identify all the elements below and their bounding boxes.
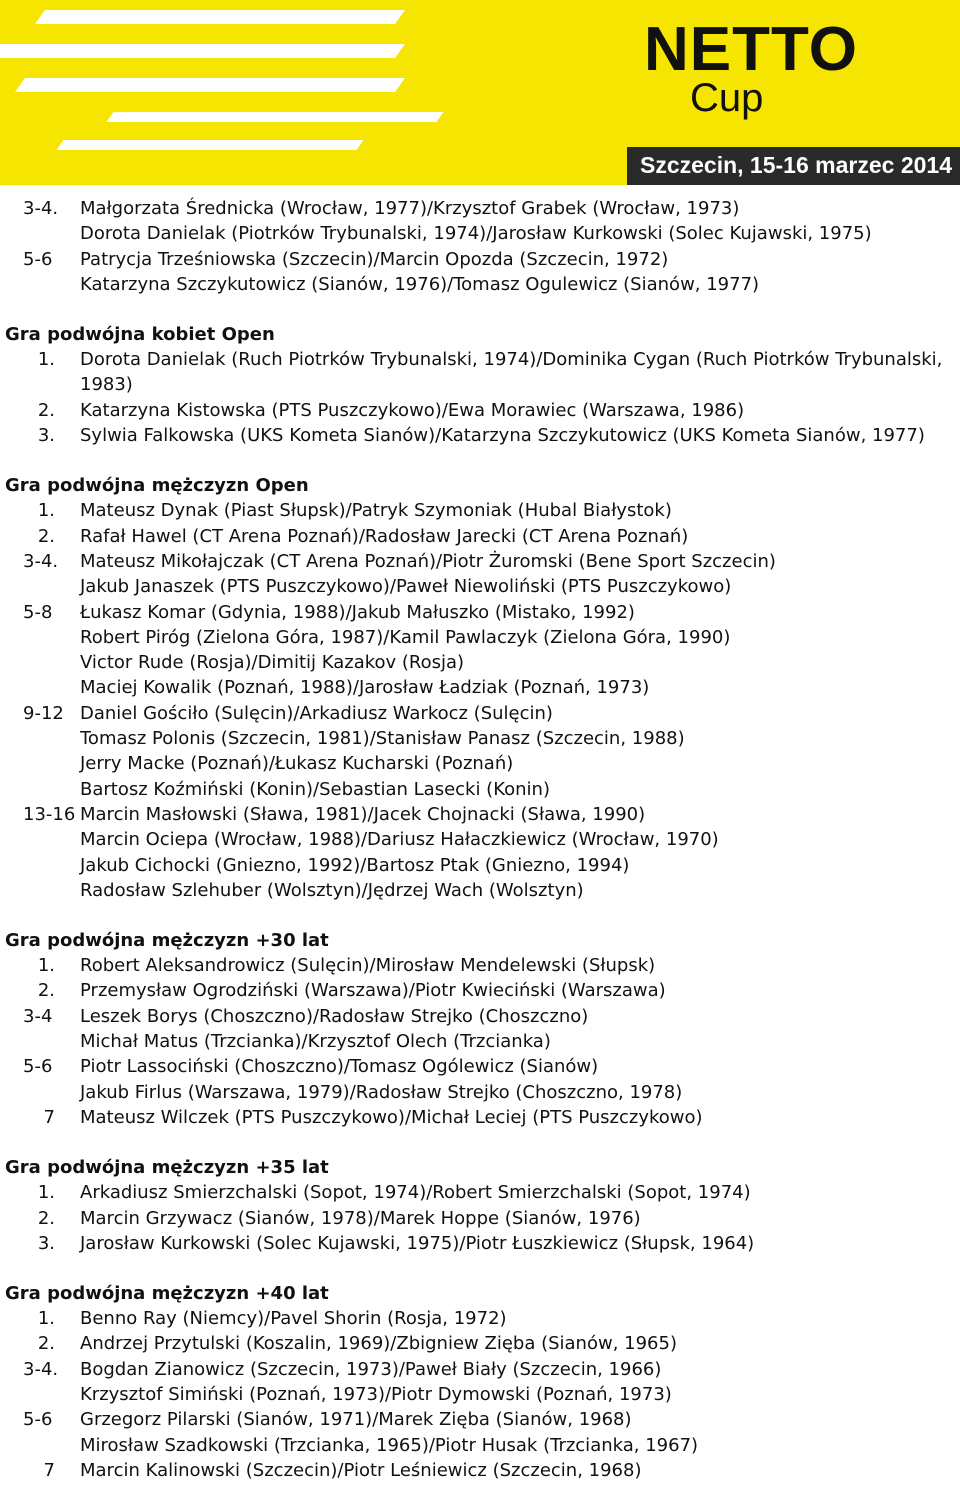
place-label: 2. [37,399,55,421]
place-label: 1. [37,955,55,977]
place-label: 3-4. [23,550,59,572]
result-row [0,1004,960,1029]
place-label [0,1433,80,1458]
pair-names: Tomasz Polonis (Szczecin, 1981)/Stanisław Panasz (Szczecin, 1988) [80,728,685,750]
result-row [0,1231,960,1256]
pair-names: Maciej Kowalik (Poznań, 1988)/Jarosław Ładziak (Poznań, 1973) [80,677,650,699]
pair-names: Krzysztof Simiński (Poznań, 1973)/Piotr Dymowski (Poznań, 1973) [80,1383,672,1405]
place-label: 1. [37,500,55,522]
result-row [0,650,960,675]
place-label: 2. [37,1207,55,1229]
pair-names: Benno Ray (Niemcy)/Pavel Shorin (Rosja, 1972) [80,1308,507,1330]
place-label [0,574,80,599]
place-label [0,726,80,751]
pair-names: Marcin Ociepa (Wrocław, 1988)/Dariusz Hałaczkiewicz (Wrocław, 1970) [80,829,719,851]
result-row [0,1331,960,1356]
logo-subtext: Cup [690,76,764,120]
place-label [0,1080,80,1105]
result-row [0,1407,960,1432]
result-row [0,524,960,549]
pair-names: Sylwia Falkowska (UKS Kometa Sianów)/Katarzyna Szczykutowicz (UKS Kometa Sianów, 1977) [80,425,925,447]
pair-names: Bartosz Koźmiński (Konin)/Sebastian Lasecki (Konin) [80,778,550,800]
place-label: 9-12 [23,702,64,724]
place-label [0,853,80,878]
banner-stripe [0,44,405,58]
result-row [0,726,960,751]
pair-names: Katarzyna Szczykutowicz (Sianów, 1976)/Tomasz Ogulewicz (Sianów, 1977) [80,273,760,295]
pair-names: Daniel Gościło (Sulęcin)/Arkadiusz Warkocz (Sulęcin) [80,702,553,724]
pair-names: Michał Matus (Trzcianka)/Krzysztof Olech (Trzcianka) [80,1031,551,1053]
result-row [0,827,960,852]
result-row [0,423,960,448]
place-label: 3. [37,1232,55,1254]
pair-names: Przemysław Ogrodziński (Warszawa)/Piotr Kwieciński (Warszawa) [80,980,666,1002]
section-heading: Gra podwójna mężczyzn +40 lat [5,1283,329,1305]
place-label: 7 [43,1459,55,1481]
result-row [0,1180,960,1205]
result-row [0,878,960,903]
pair-names: Victor Rude (Rosja)/Dimitij Kazakov (Rosja) [80,652,465,674]
pair-names: Katarzyna Kistowska (PTS Puszczykowo)/Ewa Morawiec (Warszawa, 1986) [80,399,745,421]
place-label [0,827,80,852]
result-row [0,978,960,1003]
result-row [0,1105,960,1130]
pair-names: Grzegorz Pilarski (Sianów, 1971)/Marek Zięba (Sianów, 1968) [80,1409,632,1431]
result-row [0,1306,960,1331]
place-label [0,650,80,675]
pair-names: Jakub Janaszek (PTS Puszczykowo)/Paweł Niewoliński (PTS Puszczykowo) [80,576,732,598]
result-row [0,1080,960,1105]
place-label: 1. [37,1182,55,1204]
result-row [0,1029,960,1054]
place-label: 3-4. [23,1358,59,1380]
result-row [0,853,960,878]
pair-names: Jakub Cichocki (Gniezno, 1992)/Bartosz Ptak (Gniezno, 1994) [80,854,630,876]
place-label: 1. [37,349,55,371]
result-row [0,196,960,221]
pair-names: Jerry Macke (Poznań)/Łukasz Kucharski (Poznań) [80,753,514,775]
result-row [0,398,960,423]
result-row [0,272,960,297]
pair-names: Mateusz Dynak (Piast Słupsk)/Patryk Szymoniak (Hubal Białystok) [80,500,672,522]
result-row [0,1357,960,1382]
place-label [0,675,80,700]
section-heading: Gra podwójna kobiet Open [5,324,275,346]
result-row [0,1054,960,1079]
pair-names: Mirosław Szadkowski (Trzcianka, 1965)/Piotr Husak (Trzcianka, 1967) [80,1434,699,1456]
result-row [0,751,960,776]
place-label: 1. [37,1308,55,1330]
pair-names: Patrycja Trześniowska (Szczecin)/Marcin Opozda (Szczecin, 1972) [80,248,669,270]
place-label: 2. [37,1333,55,1355]
place-label: 5-6 [23,248,53,270]
result-row [0,701,960,726]
section-heading: Gra podwójna mężczyzn Open [5,475,309,497]
place-label: 5-8 [23,601,53,623]
result-row [0,953,960,978]
pair-names: Małgorzata Średnicka (Wrocław, 1977)/Krzysztof Grabek (Wrocław, 1973) [80,198,740,219]
result-row [0,1433,960,1458]
banner-stripe [35,10,405,24]
banner-stripe [15,78,405,92]
result-row [0,347,960,398]
section-heading: Gra podwójna mężczyzn +35 lat [5,1157,329,1179]
pair-names: Mateusz Wilczek (PTS Puszczykowo)/Michał Leciej (PTS Puszczykowo) [80,1106,703,1128]
logo-text: NETTO [644,15,858,84]
results-content [0,196,960,1483]
place-label [0,1382,80,1407]
result-row [0,221,960,246]
pair-names: Dorota Danielak (Piotrków Trybunalski, 1974)/Jarosław Kurkowski (Solec Kujawski, 1975) [80,223,872,245]
pair-names: Marcin Grzywacz (Sianów, 1978)/Marek Hoppe (Sianów, 1976) [80,1207,641,1229]
result-row [0,675,960,700]
place-label: 3-4. [23,198,59,219]
pair-names: Mateusz Mikołajczak (CT Arena Poznań)/Piotr Żuromski (Bene Sport Szczecin) [80,550,776,572]
event-date: Szczecin, 15-16 marzec 2014 [640,152,952,178]
place-label: 2. [37,980,55,1002]
section-heading: Gra podwójna mężczyzn +30 lat [5,930,329,952]
place-label [0,1029,80,1054]
pair-names: Rafał Hawel (CT Arena Poznań)/Radosław Jarecki (CT Arena Poznań) [80,525,689,547]
result-row [0,625,960,650]
result-row [0,1458,960,1483]
pair-names: Dorota Danielak (Ruch Piotrków Trybunalski, 1974)/Dominika Cygan (Ruch Piotrków Trybunalski, 1983) [80,349,943,396]
result-row [0,498,960,523]
place-label: 7 [43,1106,55,1128]
header-banner [0,0,960,185]
pair-names: Robert Aleksandrowicz (Sulęcin)/Mirosław Mendelewski (Słupsk) [80,955,656,977]
place-label: 5-6 [23,1409,53,1431]
place-label [0,272,80,297]
place-label: 3-4 [23,1005,53,1027]
banner-stripe [56,140,363,150]
place-label: 2. [37,525,55,547]
result-row [0,802,960,827]
result-row [0,247,960,272]
place-label: 5-6 [23,1056,53,1078]
pair-names: Marcin Masłowski (Sława, 1981)/Jacek Chojnacki (Sława, 1990) [80,803,646,825]
place-label: 3. [37,425,55,447]
result-row [0,1382,960,1407]
result-row [0,777,960,802]
place-label [0,751,80,776]
pair-names: Robert Piróg (Zielona Góra, 1987)/Kamil Pawlaczyk (Zielona Góra, 1990) [80,626,731,648]
place-label [0,625,80,650]
pair-names: Andrzej Przytulski (Koszalin, 1969)/Zbigniew Zięba (Sianów, 1965) [80,1333,677,1355]
place-label [0,221,80,246]
result-row [0,600,960,625]
place-label [0,878,80,903]
pair-names: Marcin Kalinowski (Szczecin)/Piotr Leśniewicz (Szczecin, 1968) [80,1459,642,1481]
pair-names: Piotr Lassociński (Choszczno)/Tomasz Ogólewicz (Sianów) [80,1056,599,1078]
pair-names: Arkadiusz Smierzchalski (Sopot, 1974)/Robert Smierzchalski (Sopot, 1974) [80,1182,751,1204]
pair-names: Leszek Borys (Choszczno)/Radosław Strejko (Choszczno) [80,1005,589,1027]
banner-stripe [106,112,443,122]
pair-names: Bogdan Zianowicz (Szczecin, 1973)/Paweł Biały (Szczecin, 1966) [80,1358,662,1380]
result-row [0,1206,960,1231]
result-row [0,574,960,599]
pair-names: Jarosław Kurkowski (Solec Kujawski, 1975)/Piotr Łuszkiewicz (Słupsk, 1964) [80,1232,755,1254]
pair-names: Radosław Szlehuber (Wolsztyn)/Jędrzej Wach (Wolsztyn) [80,879,584,901]
result-row [0,549,960,574]
place-label [0,777,80,802]
pair-names: Jakub Firlus (Warszawa, 1979)/Radosław Strejko (Choszczno, 1978) [80,1081,683,1103]
pair-names: Łukasz Komar (Gdynia, 1988)/Jakub Małuszko (Mistako, 1992) [80,601,635,623]
place-label: 13-16 [23,803,76,825]
